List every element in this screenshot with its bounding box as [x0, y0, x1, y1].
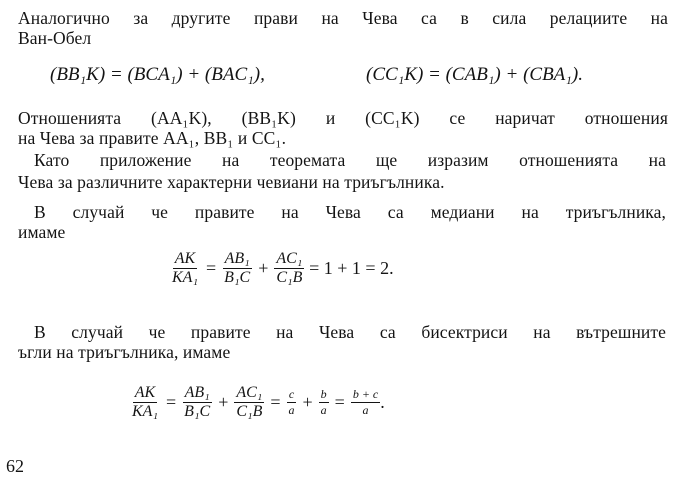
fraction-ac1-c1b: [274, 250, 304, 287]
paragraph2-line2: на Чева за правите AA₁, BB₁ и CC₁.: [18, 128, 287, 148]
fraction-ab1-b1c: [222, 250, 252, 287]
numerator: AK: [134, 384, 156, 401]
equals-sign: =: [206, 258, 217, 278]
numerator: AB₁: [224, 250, 250, 267]
numerator: AC₁: [276, 250, 303, 267]
paragraph5-line2: ъгли на триъгълника, имаме: [18, 342, 231, 362]
numerator: c: [288, 387, 295, 401]
equation3: [130, 384, 385, 421]
fraction-ak-ka1: [170, 250, 200, 287]
page-number: 62: [6, 456, 24, 476]
denominator: B₁C: [184, 403, 211, 420]
denominator: KA₁: [132, 403, 159, 420]
equals-sign: =: [166, 392, 177, 412]
denominator: a: [288, 403, 295, 417]
paragraph5-line1: В случай че правите на Чева са бисектриси на вътрешните: [34, 322, 666, 342]
equation2: [170, 250, 394, 287]
numerator: b: [320, 387, 327, 401]
paragraph2-line1: Отношенията (AA₁K), (BB₁K) и (CC₁K) се наричат отношения: [18, 108, 668, 128]
denominator: KA₁: [172, 269, 199, 286]
fraction-bc-a: [351, 387, 380, 418]
paragraph3-line1: Като приложение на теоремата ще изразим отношенията на: [34, 150, 666, 170]
equation2-result: = 1 + 1 = 2.: [309, 258, 394, 278]
equals-sign: =: [334, 392, 345, 412]
numerator: AC₁: [236, 384, 263, 401]
plus-sign: +: [218, 392, 229, 412]
numerator: AB₁: [184, 384, 210, 401]
denominator: C₁B: [236, 403, 263, 420]
denominator: a: [320, 403, 327, 417]
fraction-c-a: [287, 387, 297, 418]
equals-sign: =: [270, 392, 281, 412]
numerator: b + c: [352, 387, 379, 401]
paragraph1-line2: Ван-Обел: [18, 28, 92, 48]
paragraph3-line2: Чева за различните характерни чевиани на триъгълника.: [18, 172, 445, 192]
paragraph4-line1: В случай че правите на Чева са медиани на триъгълника,: [34, 202, 666, 222]
denominator: B₁C: [224, 269, 251, 286]
fraction-ab1-b1c: [182, 384, 212, 421]
paragraph1-line1: Аналогично за другите прави на Чева са в сила релациите на: [18, 8, 668, 28]
paragraph4-line2: имаме: [18, 222, 66, 242]
equation3-period: .: [380, 392, 385, 412]
denominator: C₁B: [276, 269, 303, 286]
equation1-right: (CC₁K) = (CAB₁) + (CBA₁).: [366, 64, 583, 85]
numerator: AK: [174, 250, 196, 267]
fraction-b-a: [319, 387, 329, 418]
equation1-left: (BB₁K) = (BCA₁) + (BAC₁),: [50, 64, 265, 85]
fraction-ac1-c1b: [234, 384, 264, 421]
plus-sign: +: [258, 258, 269, 278]
plus-sign: +: [302, 392, 313, 412]
fraction-ak-ka1: [130, 384, 160, 421]
denominator: a: [362, 403, 369, 417]
